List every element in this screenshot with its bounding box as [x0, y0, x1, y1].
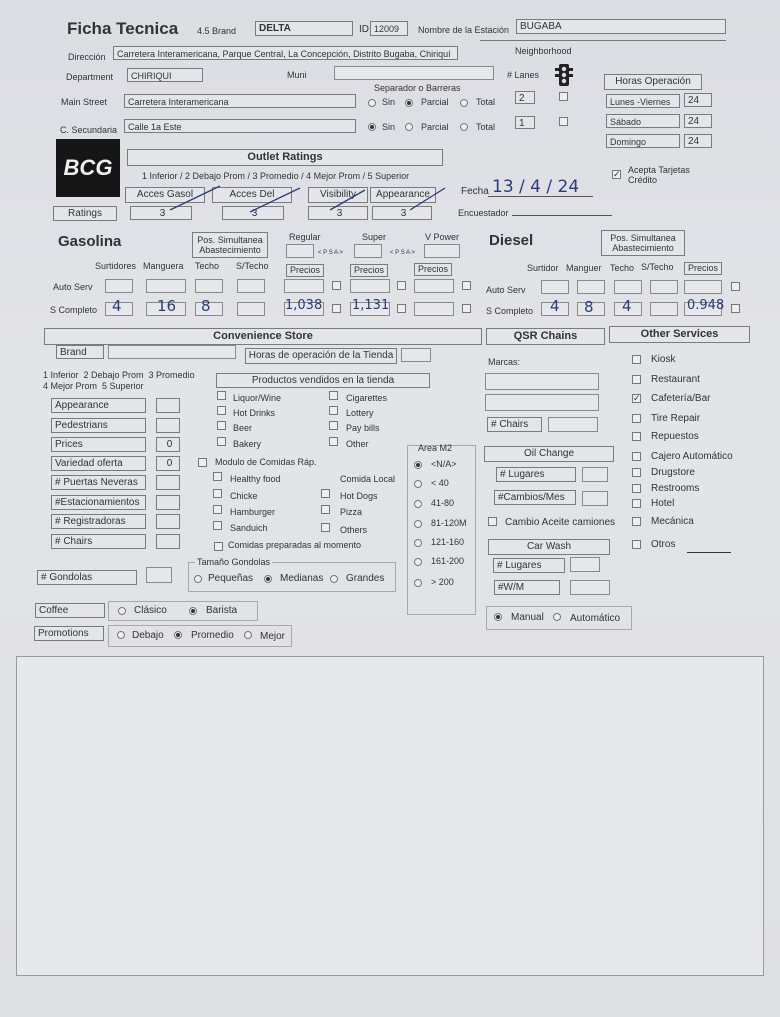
food-label: Sanduich — [230, 523, 268, 533]
gas-price-vpower[interactable] — [414, 302, 454, 316]
separator-label: Separador o Barreras — [374, 83, 461, 93]
wash-wm-field[interactable] — [570, 580, 610, 595]
gondolas-field[interactable] — [146, 567, 172, 583]
food-module-check[interactable] — [198, 458, 207, 467]
secondary-label: C. Secundaria — [60, 125, 118, 135]
gondola-medianas-radio[interactable] — [264, 575, 272, 583]
diesel-completo-surtidor: 4 — [550, 297, 560, 315]
area-label: 41-80 — [431, 498, 455, 508]
fecha-label: Fecha — [461, 186, 489, 197]
main-sin-radio[interactable] — [368, 99, 376, 107]
other-service-check[interactable] — [632, 432, 641, 441]
store-hours-field[interactable] — [401, 348, 431, 362]
station-field[interactable]: BUGABA — [516, 19, 726, 34]
sec-total-label: Total — [476, 122, 496, 132]
encuestador-label: Encuestador — [458, 208, 509, 218]
main-parcial-radio[interactable] — [405, 99, 413, 107]
cambio-camiones-check[interactable] — [488, 517, 497, 526]
gas-completo-stecho[interactable] — [237, 302, 265, 316]
store-rating-value[interactable] — [156, 475, 180, 490]
diesel-auto-stecho[interactable] — [650, 280, 678, 294]
appearance-button[interactable]: Appearance — [370, 187, 436, 203]
bcg-logo: BCG — [56, 139, 120, 197]
product-check[interactable] — [329, 421, 338, 430]
food-label: Pizza — [340, 507, 363, 517]
neighborhood-label: Neighborhood — [515, 46, 572, 56]
area-title: Area M2 — [418, 443, 453, 453]
other-service-check[interactable] — [632, 517, 641, 526]
store-scale: 1 Inferior 2 Debajo Prom 3 Promedio 4 Mejor Prom 5 Superior — [43, 370, 195, 391]
store-rating-value[interactable] — [156, 495, 180, 510]
saturday-hours[interactable]: 24 — [684, 114, 712, 128]
area-radio[interactable] — [414, 539, 422, 547]
sunday-hours[interactable]: 24 — [684, 134, 712, 148]
product-label: Beer — [233, 423, 253, 433]
main-parcial-label: Parcial — [421, 97, 449, 107]
wash-lugares-label: # Lugares — [493, 558, 565, 573]
area-label: > 200 — [431, 577, 454, 587]
rating-acces-gasol[interactable]: 3 — [130, 206, 192, 220]
other-service-check[interactable]: ✓ — [633, 393, 641, 403]
sec-parcial-radio[interactable] — [405, 123, 413, 131]
main-lanes-checkbox[interactable] — [559, 92, 568, 101]
gas-col-stecho: S/Techo — [236, 261, 269, 271]
area-radio[interactable] — [414, 480, 422, 488]
area-label: < 40 — [431, 478, 449, 488]
department-field[interactable]: CHIRIQUI — [127, 68, 203, 82]
acces-del-button[interactable]: Acces Del — [212, 187, 292, 203]
sec-sin-radio[interactable] — [368, 123, 376, 131]
sec-total-radio[interactable] — [460, 123, 468, 131]
gas-precios-super: Precios — [350, 264, 388, 277]
comida-local-label: Comida Local — [340, 474, 396, 484]
food-check[interactable] — [213, 505, 222, 514]
gas-completo-manguera: 16 — [157, 297, 177, 315]
oil-cambios-field[interactable] — [582, 491, 608, 506]
product-label: Cigarettes — [346, 393, 388, 403]
main-sin-label: Sin — [382, 97, 396, 107]
psa-regular-right[interactable] — [354, 244, 382, 258]
ratings-label: Ratings — [53, 206, 117, 221]
fecha-value[interactable]: 13 / 4 / 24 — [492, 177, 580, 197]
lanes-label: # Lanes — [507, 70, 540, 80]
diesel-precios: Precios — [684, 262, 722, 275]
gas-price-super-check[interactable] — [397, 304, 406, 313]
product-label: Other — [346, 439, 369, 449]
coffee-barista-label: Barista — [206, 605, 238, 616]
rating-visibility[interactable]: 3 — [308, 206, 368, 220]
store-rating-label: # Puertas Neveras — [51, 475, 146, 490]
diesel-auto-price[interactable] — [684, 280, 722, 294]
food-label: Hamburger — [230, 507, 276, 517]
diesel-completo-techo: 4 — [622, 297, 632, 315]
gas-price-regular-check[interactable] — [332, 304, 341, 313]
psa-regular-left[interactable] — [286, 244, 314, 258]
diesel-auto-techo[interactable] — [614, 280, 642, 294]
other-service-check[interactable] — [632, 375, 641, 384]
address-label: Dirección — [68, 52, 106, 62]
qsr-chairs-field[interactable] — [548, 417, 598, 432]
hours-title: Horas Operación — [604, 74, 702, 90]
id-label: ID — [359, 24, 369, 35]
notes-area[interactable] — [16, 656, 764, 976]
convenience-store-title: Convenience Store — [44, 328, 482, 345]
other-service-check[interactable] — [632, 355, 641, 364]
area-label: <N/A> — [431, 459, 457, 469]
other-service-check[interactable] — [632, 414, 641, 423]
traffic-light-icon — [554, 63, 574, 92]
gas-auto-manguera[interactable] — [146, 279, 186, 293]
gas-completo-label: S Completo — [50, 305, 98, 315]
outlet-ratings-title: Outlet Ratings — [127, 149, 443, 166]
oil-cambios-label: #Cambios/Mes — [494, 490, 576, 505]
other-service-check[interactable] — [632, 499, 641, 508]
cambio-camiones-label: Cambio Aceite camiones — [505, 517, 616, 528]
store-rating-label: # Chairs — [51, 534, 146, 549]
id-field[interactable]: 12009 — [370, 21, 408, 36]
wash-manual-radio[interactable] — [494, 613, 502, 621]
oil-change-title: Oil Change — [484, 446, 614, 462]
weekdays-hours[interactable]: 24 — [684, 93, 712, 107]
oil-lugares-label: # Lugares — [496, 467, 576, 482]
food-module-title: Modulo de Comidas Ráp. — [215, 457, 317, 467]
diesel-col-surtidor: Surtidor — [527, 263, 559, 273]
store-rating-value[interactable] — [156, 514, 180, 529]
area-panel — [407, 445, 476, 615]
food-check[interactable] — [213, 472, 222, 481]
coffee-label: Coffee — [35, 603, 105, 618]
diesel-completo-check[interactable] — [731, 304, 740, 313]
main-lanes-field[interactable]: 2 — [515, 91, 535, 104]
prepared-check[interactable] — [214, 542, 223, 551]
gas-auto-surtidores[interactable] — [105, 279, 133, 293]
store-rating-value[interactable]: 0 — [156, 437, 180, 452]
store-rating-label: Variedad oferta — [51, 456, 146, 471]
diesel-col-manguer: Manguer — [566, 263, 602, 273]
area-radio[interactable] — [414, 558, 422, 566]
gas-precios-regular: Precios — [286, 264, 324, 277]
diesel-col-stecho: S/Techo — [641, 262, 674, 272]
sec-sin-label: Sin — [382, 122, 396, 132]
vpower-label: V Power — [425, 232, 460, 242]
other-service-check[interactable] — [632, 540, 641, 549]
gas-col-techo: Techo — [195, 261, 220, 271]
other-service-label: Otros — [651, 539, 676, 550]
gas-auto-super[interactable] — [350, 279, 390, 293]
gas-col-surtidores: Surtidores — [95, 261, 137, 271]
other-services-title: Other Services — [609, 326, 750, 343]
diesel-pos-sim: Pos. Simultanea Abastecimiento — [601, 230, 685, 256]
wash-auto-label: Automático — [570, 613, 621, 624]
other-service-label: Restrooms — [651, 483, 700, 494]
wash-manual-label: Manual — [511, 612, 544, 623]
main-street-label: Main Street — [61, 97, 108, 107]
diesel-auto-check[interactable] — [731, 282, 740, 291]
other-service-label: Restaurant — [651, 374, 700, 385]
area-radio[interactable] — [414, 500, 422, 508]
gas-price-super: 1,131 — [352, 298, 390, 313]
gas-auto-stecho[interactable] — [237, 279, 265, 293]
department-label: Department — [66, 72, 114, 82]
gas-precios-vpower: Precios — [414, 263, 452, 276]
other-service-label: Cajero Automático — [651, 451, 733, 462]
gondola-pequenas-radio[interactable] — [194, 575, 202, 583]
food-check[interactable] — [213, 521, 222, 530]
food-label: Others — [340, 525, 368, 535]
store-rating-label: #Estacionamientos — [51, 495, 146, 510]
main-total-radio[interactable] — [460, 99, 468, 107]
product-label: Lottery — [346, 408, 374, 418]
store-rating-label: # Registradoras — [51, 514, 146, 529]
sec-lanes-field[interactable]: 1 — [515, 116, 535, 129]
gas-auto-serv-label: Auto Serv — [53, 282, 93, 292]
gasolina-title: Gasolina — [58, 233, 122, 250]
food-label: Healthy food — [230, 474, 281, 484]
promo-debajo-radio[interactable] — [117, 631, 125, 639]
wash-wm-label: #W/M — [494, 580, 560, 595]
product-check[interactable] — [217, 421, 226, 430]
coffee-clasico-label: Clásico — [134, 605, 167, 616]
car-wash-title: Car Wash — [488, 539, 610, 555]
other-service-label: Drugstore — [651, 467, 695, 478]
acces-gasol-button[interactable]: Acces Gasol — [125, 187, 205, 203]
oil-lugares-field[interactable] — [582, 467, 608, 482]
product-check[interactable] — [329, 406, 338, 415]
product-label: Bakery — [233, 439, 262, 449]
area-radio[interactable] — [414, 461, 422, 469]
weekdays-label: Lunes -Viernes — [606, 94, 680, 108]
area-label: 161-200 — [431, 556, 465, 566]
gondola-pequenas-label: Pequeñas — [208, 573, 254, 584]
wash-auto-radio[interactable] — [553, 613, 561, 621]
muni-field[interactable] — [334, 66, 494, 80]
store-rating-value[interactable] — [156, 418, 180, 433]
coffee-clasico-radio[interactable] — [118, 607, 126, 615]
gondola-size-title: Tamaño Gondolas — [197, 557, 271, 567]
diesel-completo-manguer: 8 — [584, 298, 594, 316]
gas-col-manguera: Manguera — [143, 261, 184, 271]
promo-mejor-radio[interactable] — [244, 631, 252, 639]
area-radio[interactable] — [414, 520, 422, 528]
gas-auto-regular-check[interactable] — [332, 281, 341, 290]
cards-label: Acepta Tarjetas Crédito — [628, 165, 690, 185]
rating-acces-del[interactable]: 3 — [222, 206, 284, 220]
other-service-label: Tire Repair — [651, 413, 701, 424]
diesel-completo-stecho[interactable] — [650, 302, 678, 316]
marcas-field-2[interactable] — [485, 394, 599, 411]
diesel-col-techo: Techo — [610, 263, 635, 273]
store-rating-value[interactable] — [156, 534, 180, 549]
product-label: Pay bills — [346, 423, 380, 433]
product-label: Hot Drinks — [233, 408, 276, 418]
main-total-label: Total — [476, 97, 496, 107]
area-label: 121-160 — [431, 537, 465, 547]
other-service-label: Hotel — [651, 498, 675, 509]
pen-strokes — [150, 180, 450, 220]
food-label: Chicke — [230, 491, 258, 501]
gas-auto-regular[interactable] — [284, 279, 324, 293]
other-service-label: Kiosk — [651, 354, 676, 365]
brand-label: 4.5 Brand — [197, 26, 237, 36]
product-label: Liquor/Wine — [233, 393, 282, 403]
other-service-check[interactable] — [632, 484, 641, 493]
main-street-field[interactable]: Carretera Interamericana — [124, 94, 356, 108]
promo-promedio-label: Promedio — [191, 630, 234, 641]
other-service-label: Cafetería/Bar — [651, 393, 711, 404]
marcas-label: Marcas: — [488, 357, 521, 367]
store-rating-value[interactable]: 0 — [156, 456, 180, 471]
other-service-label: Repuestos — [651, 431, 699, 442]
product-check[interactable] — [217, 406, 226, 415]
gondola-medianas-label: Medianas — [280, 573, 324, 584]
diesel-auto-surtidor[interactable] — [541, 280, 569, 294]
qsr-title: QSR Chains — [486, 328, 605, 345]
psa-vpower[interactable] — [424, 244, 460, 258]
area-radio[interactable] — [414, 579, 422, 587]
gas-pos-sim: Pos. Simultanea Abastecimiento — [192, 232, 268, 258]
product-check[interactable] — [217, 391, 226, 400]
promotions-label: Promotions — [34, 626, 104, 641]
psa-super: < P S A > — [390, 250, 415, 256]
rating-appearance[interactable]: 3 — [372, 206, 432, 220]
product-check[interactable] — [329, 437, 338, 446]
brand-field[interactable]: DELTA — [255, 21, 353, 36]
cards-checkbox[interactable]: ✓ — [613, 169, 621, 179]
gas-auto-techo[interactable] — [195, 279, 223, 293]
coffee-barista-radio[interactable] — [189, 607, 197, 615]
diesel-price: 0.948 — [687, 298, 725, 313]
gas-auto-super-check[interactable] — [397, 281, 406, 290]
store-brand-field[interactable] — [108, 345, 236, 359]
diesel-auto-label: Auto Serv — [486, 285, 526, 295]
wash-lugares-field[interactable] — [570, 557, 600, 572]
gondolas-label: # Gondolas — [37, 570, 137, 585]
prepared-label: Comidas preparadas al momento — [228, 540, 362, 550]
food-label: Hot Dogs — [340, 491, 378, 501]
promo-mejor-label: Mejor — [260, 631, 286, 642]
other-service-check[interactable] — [632, 452, 641, 461]
gas-completo-surtidores: 4 — [112, 297, 122, 315]
product-check[interactable] — [217, 437, 226, 446]
store-rating-label: Appearance — [51, 398, 146, 413]
outlet-scale: 1 Inferior / 2 Debajo Prom / 3 Promedio / 4 Mejor Prom / 5 Superior — [142, 171, 410, 181]
gas-auto-vpower-check[interactable] — [462, 281, 471, 290]
product-check[interactable] — [329, 391, 338, 400]
gondola-grandes-label: Grandes — [346, 573, 385, 584]
gas-auto-vpower[interactable] — [414, 279, 454, 293]
gondola-grandes-radio[interactable] — [330, 575, 338, 583]
gas-price-regular: 1,038 — [285, 298, 323, 313]
store-brand-label: Brand — [56, 345, 104, 359]
store-rating-label: Pedestrians — [51, 418, 146, 433]
muni-label: Muni — [287, 70, 307, 80]
gas-price-vpower-check[interactable] — [462, 304, 471, 313]
food-check[interactable] — [321, 489, 330, 498]
marcas-field-1[interactable] — [485, 373, 599, 390]
other-service-check[interactable] — [632, 468, 641, 477]
address-field[interactable]: Carretera Interamericana, Parque Central, La Concepción, Distrito Bugaba, Chiriquí — [113, 46, 458, 60]
form-title: Ficha Tecnica — [67, 19, 179, 38]
saturday-label: Sábado — [606, 114, 680, 128]
super-label: Super — [362, 232, 387, 242]
station-label: Nombre de la Estación — [418, 25, 510, 35]
other-service-label: Mecánica — [651, 516, 694, 527]
food-check[interactable] — [321, 523, 330, 532]
sec-lanes-checkbox[interactable] — [559, 117, 568, 126]
regular-label: Regular — [289, 232, 321, 242]
psa-regular: < P S A > — [318, 250, 343, 256]
diesel-completo-label: S Completo — [486, 306, 534, 316]
qsr-chairs-label: # Chairs — [487, 417, 542, 432]
promo-debajo-label: Debajo — [132, 630, 164, 641]
area-label: 81-120M — [431, 518, 467, 528]
sec-parcial-label: Parcial — [421, 122, 449, 132]
gas-completo-techo: 8 — [201, 297, 211, 315]
promo-promedio-radio[interactable] — [174, 631, 182, 639]
food-check[interactable] — [321, 505, 330, 514]
food-check[interactable] — [213, 489, 222, 498]
secondary-field[interactable]: Calle 1a Este — [124, 119, 356, 133]
diesel-title: Diesel — [489, 232, 534, 249]
products-title: Productos vendidos en la tienda — [216, 373, 430, 388]
store-rating-value[interactable] — [156, 398, 180, 413]
store-hours-label: Horas de operación de la Tienda — [245, 348, 397, 364]
sunday-label: Domingo — [606, 134, 680, 148]
diesel-auto-manguer[interactable] — [577, 280, 605, 294]
visibility-button[interactable]: Visibility — [308, 187, 368, 203]
store-rating-label: Prices — [51, 437, 146, 452]
